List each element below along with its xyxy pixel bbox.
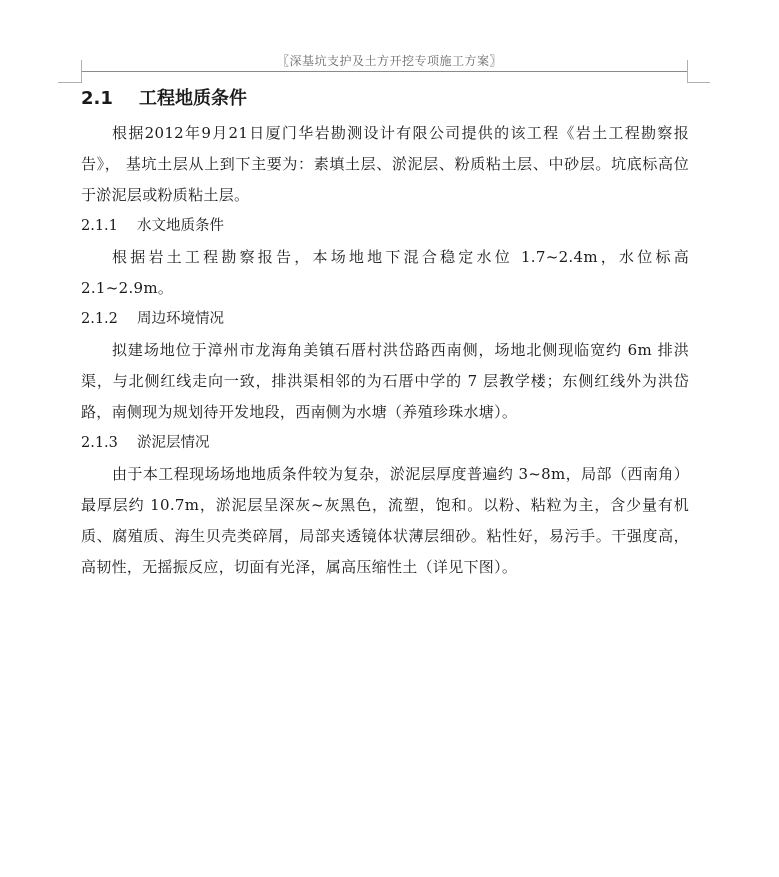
page-header: 〖深基坑支护及土方开挖专项施工方案〗: [276, 54, 502, 68]
subsection-title: 淤泥层情况: [137, 435, 210, 451]
subsection-number: 2.1.1: [81, 218, 118, 234]
crop-mark-right: [688, 82, 710, 83]
section-intro-paragraph: 根据2012年9月21日厦门华岩勘测设计有限公司提供的该工程《岩土工程勘察报告》， 基坑土层从上到下主要为：素填土层、淤泥层、粉质粘土层、中砂层。坑底标高位于淤泥层或粉质粘土层。: [81, 124, 689, 204]
section-heading: [81, 86, 689, 112]
document-body: [81, 86, 689, 583]
subsection-heading-silt-layer: [81, 428, 689, 459]
hydrogeology-paragraph: 根据岩土工程勘察报告，本场地地下混合稳定水位 1.7~2.4m，水位标高 2.1~2.9m。: [81, 248, 689, 297]
subsection-number: 2.1.3: [81, 435, 118, 451]
subsection-heading-surroundings: [81, 304, 689, 335]
subsection-title: 周边环境情况: [137, 311, 224, 327]
subsection-heading-hydrogeology: [81, 211, 689, 242]
silt-layer-paragraph: 由于本工程现场场地地质条件较为复杂，淤泥层厚度普遍约 3~8m，局部（西南角）最厚层约 10.7m，淤泥层呈深灰~灰黑色，流塑，饱和。以粉、粘粒为主，含少量有机质、腐殖质、海生贝壳类碎屑，局部夹透镜体状薄层细砂。粘性好，易污手。干强度高，高韧性，无摇振反应，切面有光泽，属高压缩性土（详见下图）。: [81, 465, 689, 576]
crop-mark-left-vertical: [81, 60, 82, 83]
section-number: 2.1: [81, 88, 113, 109]
header-divider: [82, 71, 688, 72]
surroundings-paragraph: 拟建场地位于漳州市龙海角美镇石厝村洪岱路西南侧，场地北侧现临宽约 6m 排洪渠，与北侧红线走向一致，排洪渠相邻的为石厝中学的 7 层教学楼；东侧红线外为洪岱路，南侧现为规划待开发地段，西南侧为水塘（养殖珍珠水塘）。: [81, 341, 689, 421]
section-title: 工程地质条件: [139, 88, 247, 109]
crop-mark-right-vertical: [687, 60, 688, 83]
subsection-number: 2.1.2: [81, 311, 118, 327]
crop-mark-left: [58, 82, 82, 83]
subsection-title: 水文地质条件: [137, 218, 224, 234]
